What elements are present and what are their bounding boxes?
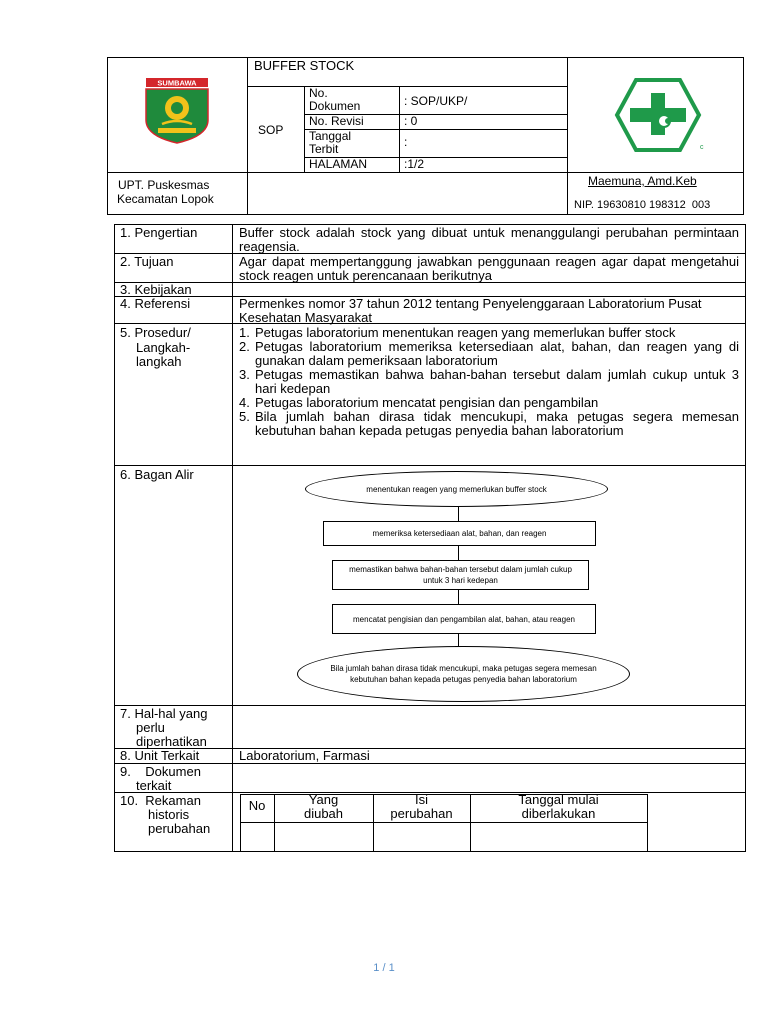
flow-arrow xyxy=(458,634,459,646)
row-bagan-label: 6. Bagan Alir xyxy=(120,467,194,482)
row-unit-text: Laboratorium, Farmasi xyxy=(239,748,370,763)
history-header-no: No xyxy=(248,798,266,813)
flow-start-terminal: menentukan reagen yang memerlukan buffer stock xyxy=(305,471,608,507)
date-value: : xyxy=(404,135,408,149)
procedure-step: 2. Petugas laboratorium memeriksa ketersediaan alat, bahan, dan reagen yang di gunakan dalam pemeriksaan laboratorium xyxy=(239,339,739,368)
procedure-step: 4. Petugas laboratorium mencatat pengisian dan pengambilan xyxy=(239,395,599,410)
org-name-line2: Kecamatan Lopok xyxy=(117,192,214,206)
date-label: Tanggal Terbit xyxy=(309,129,352,156)
row-referensi-text: Permenkes nomor 37 tahun 2012 tentang Penyelenggaraan Laboratorium Pusat Kesehatan Masyarakat xyxy=(239,296,702,325)
procedure-steps xyxy=(239,326,739,438)
row-kebijakan-label: 3. Kebijakan xyxy=(120,282,192,297)
org-name-line1: UPT. Puskesmas xyxy=(118,178,210,192)
row-referensi-label: 4. Referensi xyxy=(120,296,191,311)
logo-mark: c xyxy=(700,144,704,151)
history-header-changed: Yang diubah xyxy=(303,792,344,821)
flow-step-record: mencatat pengisian dan pengambilan alat, bahan, atau reagen xyxy=(332,604,596,634)
flow-arrow xyxy=(458,546,459,560)
logo-text: SUMBAWA xyxy=(157,78,197,88)
flow-end-terminal: Bila jumlah bahan dirasa tidak mencukupi, maka petugas segera memesan kebutuhan bahan kepada petugas penyedia bahan laboratorium xyxy=(297,646,630,702)
page-indicator: 1 / 1 xyxy=(373,962,395,974)
row-prosedur-label-2: Langkah- xyxy=(136,340,191,355)
flow-step-check: memeriksa ketersediaan alat, bahan, dan reagen xyxy=(323,521,596,546)
signer-name: Maemuna, Amd.Keb xyxy=(588,174,697,188)
revision-label: No. Revisi xyxy=(309,114,364,128)
flow-arrow xyxy=(458,507,459,521)
row-pengertian-text: Buffer stock adalah stock yang dibuat untuk menanggulangi perubahan permintaan reagensia. xyxy=(239,225,739,254)
row-tujuan-text: Agar dapat mempertanggung jawabkan penggunaan reagen agar dapat mengetahui stock reagen untuk perencanaan berikutnya xyxy=(239,254,739,283)
row-dokumen-label-1: 9. Dokumen xyxy=(120,764,201,779)
page-label: HALAMAN xyxy=(309,157,368,171)
sop-title: BUFFER STOCK xyxy=(254,58,355,73)
procedure-step: 3. Petugas memastikan bahwa bahan-bahan tersebut dalam jumlah cukup untuk 3 hari kedepan xyxy=(239,367,739,396)
history-header-content: Isi perubahan xyxy=(390,792,453,821)
procedure-step: 5. Bila jumlah bahan dirasa tidak mencukupi, maka petugas segera memesan kebutuhan bahan kepada petugas penyedia bahan laboratorium xyxy=(239,409,739,438)
procedure-step: 1. Petugas laboratorium menentukan reagen yang memerlukan buffer stock xyxy=(239,325,676,340)
revision-value: : 0 xyxy=(404,114,418,128)
row-pengertian-label: 1. Pengertian xyxy=(120,225,198,240)
doc-no-label: No. Dokumen xyxy=(309,86,361,113)
page-value: :1/2 xyxy=(404,157,425,171)
row-unit-label: 8. Unit Terkait xyxy=(120,748,200,763)
row-hal-label-3: diperhatikan xyxy=(136,734,207,749)
row-rekaman-label-1: 10. Rekaman xyxy=(120,793,201,808)
row-rekaman-label-2: historis xyxy=(148,807,190,822)
row-dokumen-label-2: terkait xyxy=(136,778,172,793)
doc-no-value: : SOP/UKP/ xyxy=(404,94,468,108)
row-hal-label-1: 7. Hal-hal yang xyxy=(120,706,208,721)
row-rekaman-label-3: perubahan xyxy=(148,821,211,836)
flow-arrow xyxy=(458,590,459,604)
row-prosedur-label-3: langkah xyxy=(136,354,182,369)
signer-nip: NIP. 19630810 198312 003 xyxy=(574,199,711,211)
puskesmas-logo xyxy=(610,77,706,153)
row-prosedur-label-1: 5. Prosedur/ xyxy=(120,325,191,340)
history-header-effective-date: Tanggal mulai diberlakukan xyxy=(518,792,599,821)
sop-label: SOP xyxy=(258,123,284,137)
regency-logo xyxy=(140,78,214,144)
row-tujuan-label: 2. Tujuan xyxy=(120,254,174,269)
flow-step-ensure: memastikan bahwa bahan-bahan tersebut dalam jumlah cukup untuk 3 hari kedepan xyxy=(332,560,589,590)
row-hal-label-2: perlu xyxy=(136,720,165,735)
